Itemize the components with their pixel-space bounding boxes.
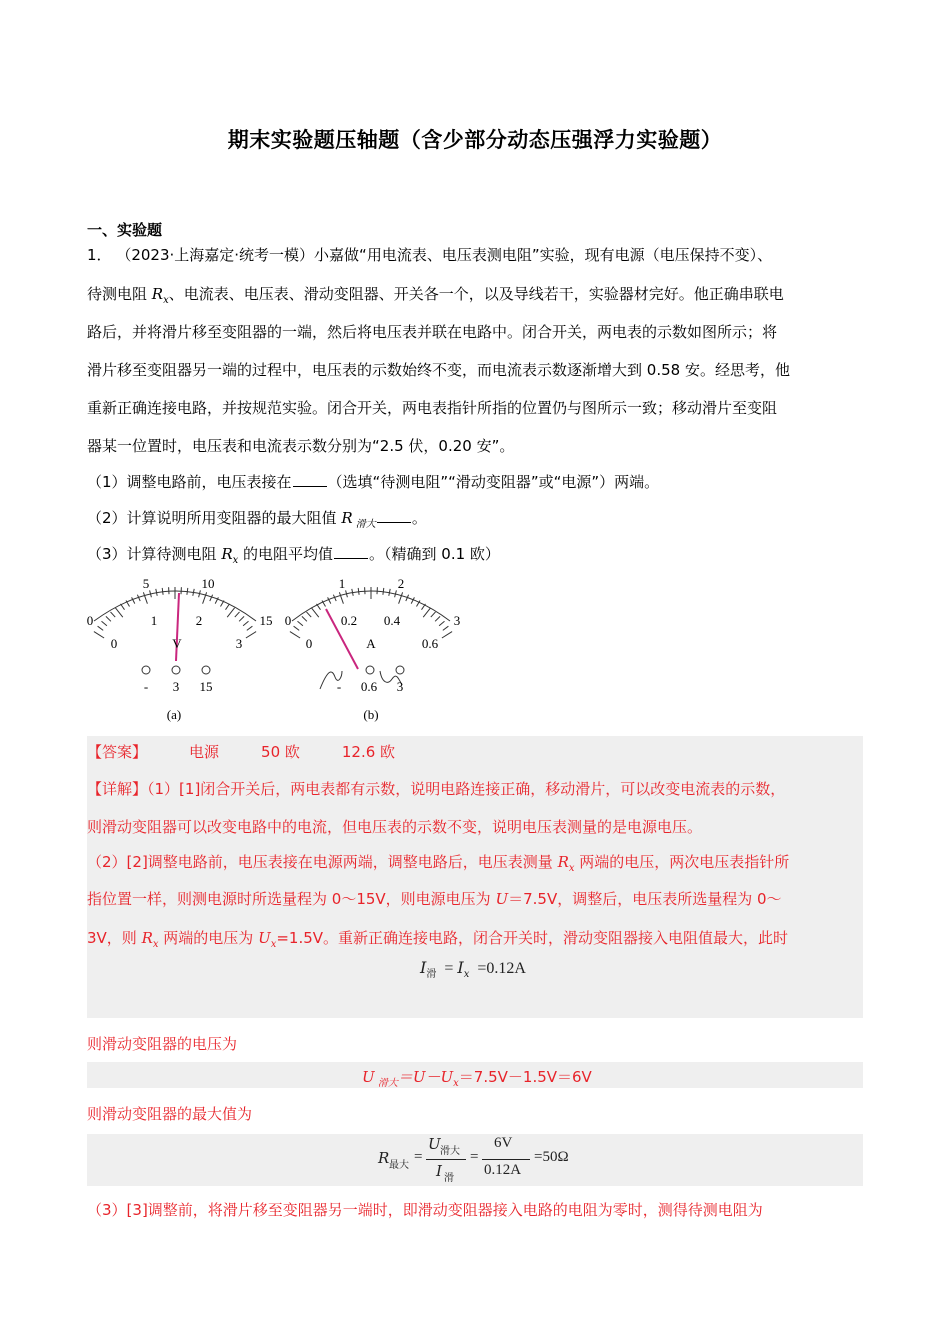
detail-line-6: 则滑动变阻器的电压为 bbox=[87, 1035, 238, 1053]
formula-sub: x bbox=[463, 969, 470, 981]
meter-tick bbox=[442, 632, 452, 638]
meter-tick bbox=[121, 604, 125, 610]
terminal-label: 15 bbox=[199, 679, 213, 694]
ammeter bbox=[285, 576, 461, 722]
terminal bbox=[366, 666, 374, 674]
question-line-4: 滑片移至变阻器另一端的过程中，电压表的示数始终不变，而电流表示数逐渐增大到 0.58 安。经思考，他 bbox=[87, 361, 790, 379]
detail-line-5 bbox=[87, 927, 788, 950]
meter-tick bbox=[352, 589, 353, 596]
meter-tick bbox=[399, 592, 403, 603]
meter-tick bbox=[311, 608, 318, 617]
formula-rhs: =0.12A bbox=[477, 960, 526, 977]
subquestion-2 bbox=[87, 507, 427, 530]
ammeter-inner-label: 0 bbox=[305, 636, 313, 651]
terminal bbox=[396, 666, 404, 674]
question-text: 小嘉做“用电流表、电压表测电阻”实验，现有电源（电压保持不变）、 bbox=[314, 246, 773, 264]
detail-line-1 bbox=[87, 778, 785, 799]
voltmeter-inner-label: 3 bbox=[235, 636, 243, 651]
meter-tick bbox=[298, 621, 303, 626]
formula-voltage bbox=[362, 1066, 592, 1089]
formula-num: 6V bbox=[494, 1135, 513, 1151]
meter-tick bbox=[243, 621, 248, 626]
var-R: R bbox=[221, 545, 233, 563]
var-U: U bbox=[495, 890, 509, 908]
formula-sub: 滑 bbox=[426, 969, 437, 981]
ammeter-inner-label: 0.6 bbox=[421, 636, 439, 651]
var-R: R bbox=[557, 853, 569, 871]
terminal bbox=[142, 666, 150, 674]
formula-eq: = bbox=[414, 1149, 423, 1165]
answer-2: 50 欧 bbox=[261, 743, 300, 761]
question-text: 、电流表、电压表、滑动变阻器、开关各一个，以及导线若干，实验器材完好。他正确串联电 bbox=[168, 285, 784, 303]
ammeter-top-right: 3 bbox=[453, 613, 461, 628]
meter-tick bbox=[383, 588, 384, 595]
page-title: 期末实验题压轴题（含少部分动态压强浮力实验题） bbox=[227, 128, 723, 152]
terminal-label: 0.6 bbox=[360, 679, 378, 694]
terminal-label: - bbox=[336, 679, 342, 694]
question-text: 待测电阻 bbox=[87, 285, 152, 303]
var-R: R bbox=[151, 285, 164, 303]
meter-tick bbox=[106, 616, 111, 621]
question-line-1 bbox=[87, 244, 772, 265]
figure-caption-a: (a) bbox=[166, 707, 182, 722]
answer-1: 电源 bbox=[189, 743, 220, 761]
voltmeter-top-label: 10 bbox=[201, 576, 215, 591]
figure-caption-b: (b) bbox=[363, 707, 379, 722]
detail-text: 两端的电压，两次电压表指针所 bbox=[574, 853, 790, 871]
formula-I: I bbox=[436, 1162, 442, 1180]
subquestion-text: 。（精确到 0.1 欧） bbox=[369, 545, 500, 563]
meter-tick bbox=[290, 632, 300, 638]
detail-text: ＝7.5V，调整后，电压表所选量程为 0～ bbox=[508, 890, 782, 908]
meter-tick bbox=[443, 626, 449, 630]
detail-text: 两端的电压为 bbox=[158, 929, 259, 947]
formula-sub: 滑大 bbox=[440, 1146, 460, 1157]
detail-text: （2）[2]调整电路前，电压表接在电源两端，调整电路后，电压表测量 bbox=[87, 853, 558, 871]
formula-sub: 最大 bbox=[389, 1160, 409, 1171]
answer-blank bbox=[334, 544, 368, 559]
subquestion-text: （3）计算待测电阻 bbox=[87, 545, 222, 563]
answer-3: 12.6 欧 bbox=[341, 743, 396, 761]
formula-eq: = bbox=[470, 1149, 479, 1165]
meter-tick bbox=[317, 604, 321, 610]
formula-U: U bbox=[428, 1135, 441, 1153]
subquestion-1 bbox=[87, 471, 659, 492]
meter-tick bbox=[389, 589, 390, 596]
ammeter-top-label: 1 bbox=[338, 576, 346, 591]
meter-tick bbox=[111, 612, 116, 617]
meter-tick bbox=[246, 632, 256, 638]
var-sub: 滑大 bbox=[352, 519, 376, 530]
meter-tick bbox=[193, 589, 194, 596]
meter-tick bbox=[307, 612, 312, 617]
voltmeter-inner-label: 1 bbox=[150, 613, 158, 628]
meter-tick bbox=[102, 621, 107, 626]
voltmeter-top-label: 5 bbox=[142, 576, 150, 591]
question-source: （2023·上海嘉定·统考一模） bbox=[116, 246, 315, 264]
ammeter-unit: A bbox=[366, 636, 376, 651]
meter-tick bbox=[210, 595, 213, 601]
detail-line-2: 则滑动变阻器可以改变电路中的电流，但电压表的示数不变，说明电压表测量的是电源电压。 bbox=[87, 818, 703, 836]
detail-text: 指位置一样，则测电源时所选量程为 0～15V，则电源电压为 bbox=[87, 890, 496, 908]
meter-tick bbox=[339, 592, 343, 603]
var-sub-x: x bbox=[270, 939, 277, 950]
section-heading: 一、实验题 bbox=[87, 221, 163, 239]
meter-tick bbox=[227, 608, 234, 617]
var-R: R bbox=[141, 929, 153, 947]
voltmeter-top-left: 0 bbox=[86, 613, 94, 628]
formula-I: I bbox=[457, 958, 464, 977]
voltmeter bbox=[87, 576, 273, 722]
meter-tick bbox=[439, 621, 444, 626]
meter-tick bbox=[226, 604, 230, 610]
formula-sub: x bbox=[453, 1078, 459, 1089]
voltmeter-ticks bbox=[94, 587, 256, 638]
detail-text: （1）[1]闭合开关后，两电表都有示数，说明电路连接正确，移动滑片，可以改变电流表的示数， bbox=[147, 780, 786, 798]
meter-tick bbox=[143, 592, 147, 603]
meter-tick bbox=[162, 588, 163, 595]
fraction-bar bbox=[426, 1159, 466, 1160]
answer-blank bbox=[293, 472, 327, 487]
formula-U: U bbox=[362, 1068, 375, 1086]
formula-eq: = bbox=[444, 960, 454, 977]
voltmeter-inner-label: 2 bbox=[195, 613, 203, 628]
var-sub-x: x bbox=[232, 555, 239, 566]
meter-tick bbox=[235, 612, 240, 617]
meter-tick bbox=[98, 626, 104, 630]
answer-line bbox=[87, 741, 395, 762]
formula-text: ＝7.5V－1.5V＝6V bbox=[458, 1068, 592, 1086]
detail-text: 3V，则 bbox=[87, 929, 142, 947]
meter-tick bbox=[94, 632, 104, 638]
formula-sub: 滑大 bbox=[374, 1078, 398, 1089]
answer-blank bbox=[377, 508, 411, 523]
formula-den: 0.12A bbox=[484, 1162, 522, 1178]
var-sub-x: x bbox=[568, 863, 575, 874]
meter-tick bbox=[358, 588, 359, 595]
detail-text: =1.5V。重新正确连接电路，闭合开关时，滑动变阻器接入电阻值最大，此时 bbox=[276, 929, 789, 947]
voltmeter-top-right: 15 bbox=[259, 613, 273, 628]
subquestion-text: （2）计算说明所用变阻器的最大阻值 bbox=[87, 509, 342, 527]
meter-tick bbox=[294, 626, 300, 630]
question-line-2 bbox=[87, 283, 784, 306]
meter-tick bbox=[435, 616, 440, 621]
formula-R: R bbox=[378, 1149, 390, 1167]
meter-figure bbox=[80, 573, 480, 733]
ammeter-inner-label: 0.2 bbox=[340, 613, 358, 628]
answer-label: 【答案】 bbox=[87, 743, 148, 761]
terminal bbox=[202, 666, 210, 674]
formula-sub: 滑 bbox=[444, 1173, 454, 1184]
meter-tick bbox=[247, 626, 253, 630]
ammeter-inner-label: 0.4 bbox=[383, 613, 401, 628]
meter-tick bbox=[239, 616, 244, 621]
voltmeter-unit: V bbox=[172, 636, 182, 651]
question-line-6: 器某一位置时，电压表和电流表示数分别为“2.5 伏，0.20 安”。 bbox=[87, 437, 515, 455]
formula-rhs: =50Ω bbox=[534, 1149, 569, 1165]
ammeter-top-left: 0 bbox=[284, 613, 292, 628]
question-line-5: 重新正确连接电路，并按规范实验。闭合开关，两电表指针所指的位置仍与图所示一致；移动滑片至变阻 bbox=[87, 399, 778, 417]
meter-tick bbox=[431, 612, 436, 617]
ammeter-ticks bbox=[290, 587, 452, 638]
subquestion-text: （选填“待测电阻”“滑动变阻器”或“电源”）两端。 bbox=[327, 473, 660, 491]
var-U: U bbox=[258, 929, 271, 947]
terminal-label: - bbox=[143, 679, 149, 694]
terminal-label: 3 bbox=[396, 679, 404, 694]
formula-current bbox=[420, 958, 526, 980]
terminal bbox=[172, 666, 180, 674]
subquestion-text: （1）调整电路前，电压表接在 bbox=[87, 473, 292, 491]
formula-I: I bbox=[420, 958, 427, 977]
question-line-3: 路后，并将滑片移至变阻器的一端，然后将电压表并联在电路中。闭合开关，两电表的示数如图所示；将 bbox=[87, 323, 778, 341]
subquestion-text: 的电阻平均值 bbox=[238, 545, 334, 563]
fraction-bar bbox=[482, 1159, 530, 1160]
subquestion-3 bbox=[87, 543, 500, 566]
voltmeter-inner-label: 0 bbox=[110, 636, 118, 651]
subquestion-text: 。 bbox=[411, 509, 427, 527]
question-number: 1． bbox=[87, 246, 112, 264]
terminal-label: 3 bbox=[172, 679, 180, 694]
detail-label: 【详解】 bbox=[87, 780, 148, 798]
formula-text: ＝U－U bbox=[397, 1068, 454, 1086]
meter-tick bbox=[302, 616, 307, 621]
meter-tick bbox=[187, 588, 188, 595]
meter-tick bbox=[423, 608, 430, 617]
meter-tick bbox=[115, 608, 122, 617]
detail-line-7: 则滑动变阻器的最大值为 bbox=[87, 1105, 253, 1123]
detail-line-8: （3）[3]调整前，将滑片移至变阻器另一端时，即滑动变阻器接入电路的电阻为零时，测得待测电阻为 bbox=[87, 1201, 763, 1219]
detail-line-3 bbox=[87, 851, 789, 874]
var-sub-x: x bbox=[152, 939, 159, 950]
var-R: R bbox=[341, 509, 353, 527]
ammeter-top-label: 2 bbox=[397, 576, 405, 591]
detail-line-4 bbox=[87, 888, 782, 909]
formula-resistance bbox=[378, 1134, 638, 1186]
var-sub-x: x bbox=[163, 295, 169, 306]
meter-tick bbox=[156, 589, 157, 596]
